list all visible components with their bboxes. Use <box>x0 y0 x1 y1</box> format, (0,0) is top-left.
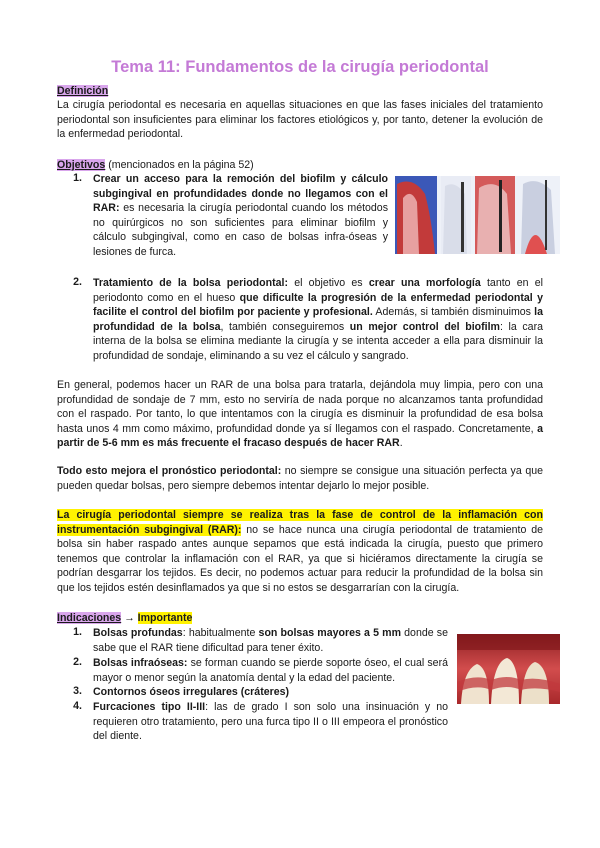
indicacion-4-number: 4. <box>73 700 82 712</box>
indicacion-3-number: 3. <box>73 685 82 697</box>
indicaciones-heading: Indicaciones → Importante <box>57 612 193 624</box>
indicacion-3-text: Contornos óseos irregulares (cráteres) <box>93 686 290 698</box>
gum-teeth-photo <box>457 634 560 704</box>
periodontal-diagram-image <box>395 176 560 254</box>
page-title: Tema 11: Fundamentos de la cirugía periodontal <box>111 58 489 76</box>
objetivo-1-text: Crear un acceso para la remoción del biofilm y cálculo subgingival en profundidades donde no llegamos con el RAR: es necesaria la cirugía periodontal cuando los métodos no quirúrgicos no son suficientes para eliminar biofilm y cálculo subgingival, como en caso de bolsas infra-óseas y lesiones de furca. <box>93 173 388 258</box>
definicion-text: La cirugía periodontal es necesaria en aquellas situaciones en que las fases iniciales del tratamiento periodontal son insuficientes para eliminar los factores etiológicos y, por tanto, detener la evolución de la enfermedad periodontal. <box>57 99 543 141</box>
periodontal-diagram-icon <box>395 176 560 254</box>
indicacion-2-number: 2. <box>73 656 82 668</box>
teeth-photo-icon <box>457 634 560 704</box>
inflamacion-text: La cirugía periodontal siempre se realiza tras la fase de control de la inflamación con instrumentación subgingival (RAR): no se hace nunca una cirugía periodontal de tratamiento de bolsa sin haber raspado antes aunque sepamos que está indicada la cirugía, puesto que primero tenemos que controlar la inflamación con el RAR, ya que si hiciéramos directamente la cirugía se podrían desgarrar los tejidos. Es decir, no podemos actuar para reducir la profundidad de la bolsa sin que los tejidos estén desinflamados ya que si no estos se desgarrarían con la cirugía. <box>57 509 543 594</box>
objetivo-1-number: 1. <box>73 172 82 184</box>
indicacion-1-number: 1. <box>73 626 82 638</box>
indicacion-1-text: Bolsas profundas: habitualmente son bolsas mayores a 5 mm donde se sabe que el RAR tiene dificultad para tener éxito. <box>93 627 448 654</box>
pronostico-text: Todo esto mejora el pronóstico periodontal: no siempre se consigue una situación perfecta ya que pueden quedar bolsas, pero siempre debemos intentar dejarlo lo mejor posible. <box>57 465 543 492</box>
objetivos-heading: Objetivos (mencionados en la página 52) <box>57 159 254 171</box>
definicion-heading: Definición <box>57 85 109 97</box>
indicacion-4-text: Furcaciones tipo II-III: las de grado I son solo una insinuación y no requieren otro tratamiento, pero una furca tipo II o III empeora el pronóstico del diente. <box>93 701 448 743</box>
indicacion-2-text: Bolsas infraóseas: se forman cuando se pierde soporte óseo, el cual será mayor o menor según la anatomía dental y la edad del paciente. <box>93 657 448 684</box>
parrafo-general: En general, podemos hacer un RAR de una bolsa para tratarla, dejándola muy limpia, pero con una profundidad de sondaje de 7 mm, esto no serviría de nada porque no alcanzamos tanta profundidad con el raspado. Por tanto, lo que intentamos con la cirugía es disminuir la profundidad de esa bolsa hasta unos 4 mm como máximo, profundidad donde ya sí llegamos con el raspado. Concretamente, a partir de 5-6 mm es más frecuente el fracaso después de hacer RAR. <box>57 379 543 450</box>
objetivo-2-number: 2. <box>73 276 82 288</box>
objetivo-2-text: Tratamiento de la bolsa periodontal: el objetivo es crear una morfología tanto en el periodonto como en el hueso que dificulte la progresión de la enfermedad periodontal y facilite el control del biofilm por paciente y profesional. Además, si también disminuimos la profundidad de la bolsa, también conseguiremos un mejor control del biofilm: la cara interna de la bolsa se elimina mediante la cirugía y se intenta acceder a ella para disminuir la profundidad de sondaje, eliminando a su vez el cálculo y sangrado. <box>93 277 544 362</box>
